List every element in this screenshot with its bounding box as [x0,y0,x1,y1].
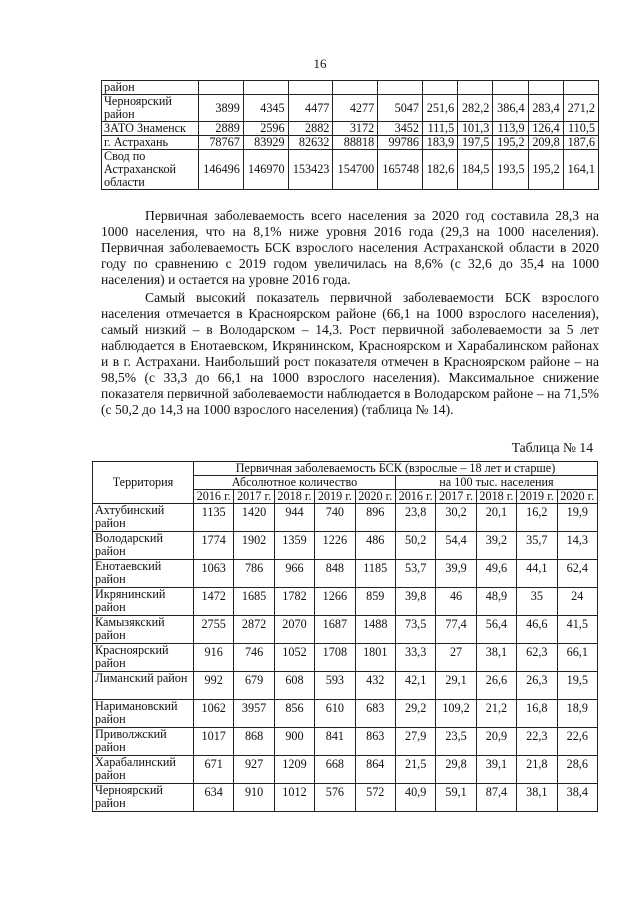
table-cell: 54,4 [436,532,476,560]
table-cell: 1017 [194,728,234,756]
table-cell: 33,3 [395,644,435,672]
table-cell: 20,9 [476,728,516,756]
table-cell: 1708 [315,644,355,672]
table-cell: 896 [355,504,395,532]
table-cell: 19,5 [557,672,597,700]
row-territory: Володарский район [93,532,194,560]
table-cell: 30,2 [436,504,476,532]
table-cell: 38,4 [557,784,597,812]
table-cell: 863 [355,728,395,756]
row-territory: район [102,81,199,95]
table-cell: 868 [234,728,274,756]
table-cell: 1420 [234,504,274,532]
table-cell: 3899 [199,95,244,122]
table-cell: 3957 [234,700,274,728]
row-territory: Наримановский район [93,700,194,728]
row-territory: Приволжский район [93,728,194,756]
table-cell: 21,2 [476,700,516,728]
table-cell: 26,6 [476,672,516,700]
table-cell: 1012 [274,784,314,812]
table-cell: 101,3 [458,122,493,136]
table-cell: 88818 [333,136,378,150]
table-cell: 1782 [274,588,314,616]
table-cell: 2872 [234,616,274,644]
header-year: 2020 г. [355,490,395,504]
table-cell: 29,1 [436,672,476,700]
table-cell: 927 [234,756,274,784]
table-cell: 576 [315,784,355,812]
table-cell: 46,6 [517,616,557,644]
paragraph-2: Самый высокий показатель первичной заболеваемости БСК взрослого населения отмечается в Красноярском районе (66,1 на 1000 взрослого населения), самый низкий – в Володарском – 14,3. Рост первичной заболеваемости за 5 лет наблюдается в Енотаевском, Икрянинском, Красноярском и Харабалинском районах и в г. Астрахани. Наибольший рост показателя отмечен в Красноярском районе – на 98,5% (с 33,3 до 66,1 на 1000 взрослого населения). Максимальное снижение показателя первичной заболеваемости наблюдается в Володарском районе – на 71,5% (с 50,2 до 14,3 на 1000 взрослого населения) (таблица № 14). [101,290,599,417]
table-cell: 432 [355,672,395,700]
table-cell [458,81,493,95]
row-territory: ЗАТО Знаменск [102,122,199,136]
page-number: 16 [313,56,327,71]
table-cell [528,81,563,95]
table-cell: 856 [274,700,314,728]
table-cell: 1266 [315,588,355,616]
table-cell: 679 [234,672,274,700]
table-cell: 29,8 [436,756,476,784]
table-cell: 35,7 [517,532,557,560]
table-cell: 154700 [333,150,378,190]
table-row [93,532,598,560]
table-row [93,560,598,588]
table-cell: 44,1 [517,560,557,588]
table-cell: 23,8 [395,504,435,532]
table-cell: 39,1 [476,756,516,784]
table-cell: 841 [315,728,355,756]
row-territory: Черноярский район [102,95,199,122]
header-year: 2018 г. [274,490,314,504]
table-cell: 1902 [234,532,274,560]
table-row [102,81,599,95]
table-cell: 24 [557,588,597,616]
table-cell: 740 [315,504,355,532]
row-territory: Черноярский район [93,784,194,812]
table-cell: 42,1 [395,672,435,700]
table-cell: 19,9 [557,504,597,532]
table-cell: 486 [355,532,395,560]
table-cell: 1209 [274,756,314,784]
table-cell: 4277 [333,95,378,122]
table-cell: 1359 [274,532,314,560]
table-cell: 1185 [355,560,395,588]
table-cell: 16,8 [517,700,557,728]
table-cell: 610 [315,700,355,728]
header-main: Первичная заболеваемость БСК (взрослые – 18 лет и старше) [194,462,598,476]
table-cell: 3172 [333,122,378,136]
table-cell: 271,2 [563,95,598,122]
table-cell: 193,5 [493,150,528,190]
table-cell: 48,9 [476,588,516,616]
header-year: 2016 г. [194,490,234,504]
table-cell: 992 [194,672,234,700]
table-row [93,644,598,672]
table-cell: 634 [194,784,234,812]
table-cell [563,81,598,95]
table-cell [378,81,423,95]
table-cell: 18,9 [557,700,597,728]
table-cell: 1774 [194,532,234,560]
table-row [93,588,598,616]
table-cell: 62,4 [557,560,597,588]
table-cell: 187,6 [563,136,598,150]
table-cell: 1801 [355,644,395,672]
table-cell: 73,5 [395,616,435,644]
table-row [93,672,598,700]
table-cell: 2755 [194,616,234,644]
table-cell [288,81,333,95]
table-cell: 22,3 [517,728,557,756]
table-cell: 110,5 [563,122,598,136]
header-year: 2019 г. [517,490,557,504]
table-cell [333,81,378,95]
table-cell: 39,8 [395,588,435,616]
table-cell: 184,5 [458,150,493,190]
table-cell: 49,6 [476,560,516,588]
table-row [93,784,598,812]
table-cell: 182,6 [422,150,457,190]
table-cell: 916 [194,644,234,672]
table-row [93,756,598,784]
table-cell: 195,2 [493,136,528,150]
table-cell: 35 [517,588,557,616]
table-row [93,700,598,728]
table-cell [199,81,244,95]
table-cell: 683 [355,700,395,728]
table-cell: 39,9 [436,560,476,588]
table-cell: 38,1 [517,784,557,812]
table-cell: 46 [436,588,476,616]
table-cell: 22,6 [557,728,597,756]
table-cell: 197,5 [458,136,493,150]
table-cell: 53,7 [395,560,435,588]
table-row [102,150,599,190]
table-cell: 786 [234,560,274,588]
table-cell: 900 [274,728,314,756]
table-cell: 146496 [199,150,244,190]
table-cell: 848 [315,560,355,588]
table-cell: 27 [436,644,476,672]
table-cell: 146970 [243,150,288,190]
header-year: 2020 г. [557,490,597,504]
table-cell: 83929 [243,136,288,150]
table-cell: 209,8 [528,136,563,150]
table-cell: 2070 [274,616,314,644]
table-cell: 864 [355,756,395,784]
incidence-table [92,461,598,812]
table-cell: 1687 [315,616,355,644]
table-cell: 1052 [274,644,314,672]
table-cell: 572 [355,784,395,812]
table-cell: 153423 [288,150,333,190]
row-territory: Енотаевский район [93,560,194,588]
table-cell: 27,9 [395,728,435,756]
table-cell: 2596 [243,122,288,136]
table-cell: 3452 [378,122,423,136]
table-cell [243,81,288,95]
table-cell: 944 [274,504,314,532]
table-cell: 21,8 [517,756,557,784]
row-territory: Икрянинский район [93,588,194,616]
header-year: 2017 г. [436,490,476,504]
table-cell: 195,2 [528,150,563,190]
table-cell: 50,2 [395,532,435,560]
table-cell: 2889 [199,122,244,136]
header-year: 2018 г. [476,490,516,504]
continued-table [101,80,599,190]
header-year: 2016 г. [395,490,435,504]
table-cell: 16,2 [517,504,557,532]
table-cell: 62,3 [517,644,557,672]
table-cell: 1226 [315,532,355,560]
table-cell: 113,9 [493,122,528,136]
table-cell: 29,2 [395,700,435,728]
table-cell [422,81,457,95]
table-cell: 859 [355,588,395,616]
table-caption: Таблица № 14 [511,440,593,455]
table-cell: 78767 [199,136,244,150]
table-cell: 40,9 [395,784,435,812]
table-cell: 77,4 [436,616,476,644]
table-cell: 966 [274,560,314,588]
table-cell: 4345 [243,95,288,122]
table-cell: 386,4 [493,95,528,122]
table-cell: 111,5 [422,122,457,136]
table-cell: 2882 [288,122,333,136]
table-cell: 66,1 [557,644,597,672]
table-cell: 593 [315,672,355,700]
table-cell: 87,4 [476,784,516,812]
table-cell: 41,5 [557,616,597,644]
table-row [93,728,598,756]
table-cell: 126,4 [528,122,563,136]
table-cell: 183,9 [422,136,457,150]
table-cell: 1685 [234,588,274,616]
row-territory: Свод по Астраханской области [102,150,199,190]
table-cell: 746 [234,644,274,672]
row-territory: г. Астрахань [102,136,199,150]
table-cell: 56,4 [476,616,516,644]
table-cell: 1472 [194,588,234,616]
table-cell: 38,1 [476,644,516,672]
table-cell: 99786 [378,136,423,150]
table-cell: 109,2 [436,700,476,728]
row-territory: Красноярский район [93,644,194,672]
header-absolute: Абсолютное количество [194,476,396,490]
table-cell: 164,1 [563,150,598,190]
table-row [102,136,599,150]
table-cell: 1488 [355,616,395,644]
table-cell: 4477 [288,95,333,122]
table-cell: 251,6 [422,95,457,122]
table-cell: 21,5 [395,756,435,784]
table-row [102,95,599,122]
row-territory: Харабалинский район [93,756,194,784]
table-cell: 608 [274,672,314,700]
header-rate: на 100 тыс. населения [395,476,597,490]
table-cell: 668 [315,756,355,784]
table-cell: 39,2 [476,532,516,560]
table-cell: 671 [194,756,234,784]
table-cell: 910 [234,784,274,812]
table-cell: 1135 [194,504,234,532]
table-cell: 26,3 [517,672,557,700]
table-cell: 23,5 [436,728,476,756]
paragraph-1: Первичная заболеваемость всего населения за 2020 год составила 28,3 на 1000 населения, что на 8,1% ниже уровня 2016 года (29,3 на 1000 населения). Первичная заболеваемость БСК взрослого населения Астраханской области в 2020 году по сравнению с 2019 годом увеличилась на 8,6% (с 32,6 до 35,4 на 1000 населения) и остается на уровне 2016 года. [101,208,599,287]
table-cell: 5047 [378,95,423,122]
table-row [93,616,598,644]
table-row [93,504,598,532]
table-cell: 283,4 [528,95,563,122]
table-cell: 20,1 [476,504,516,532]
table-cell: 59,1 [436,784,476,812]
table-cell: 82632 [288,136,333,150]
header-year: 2017 г. [234,490,274,504]
table-cell: 282,2 [458,95,493,122]
table-cell: 1062 [194,700,234,728]
table-cell: 14,3 [557,532,597,560]
row-territory: Ахтубинский район [93,504,194,532]
table-cell: 165748 [378,150,423,190]
row-territory: Лиманский район [93,672,194,700]
table-cell: 1063 [194,560,234,588]
header-year: 2019 г. [315,490,355,504]
table-cell: 28,6 [557,756,597,784]
row-territory: Камызякский район [93,616,194,644]
table-cell [493,81,528,95]
table-row [102,122,599,136]
header-territory: Территория [93,462,194,504]
